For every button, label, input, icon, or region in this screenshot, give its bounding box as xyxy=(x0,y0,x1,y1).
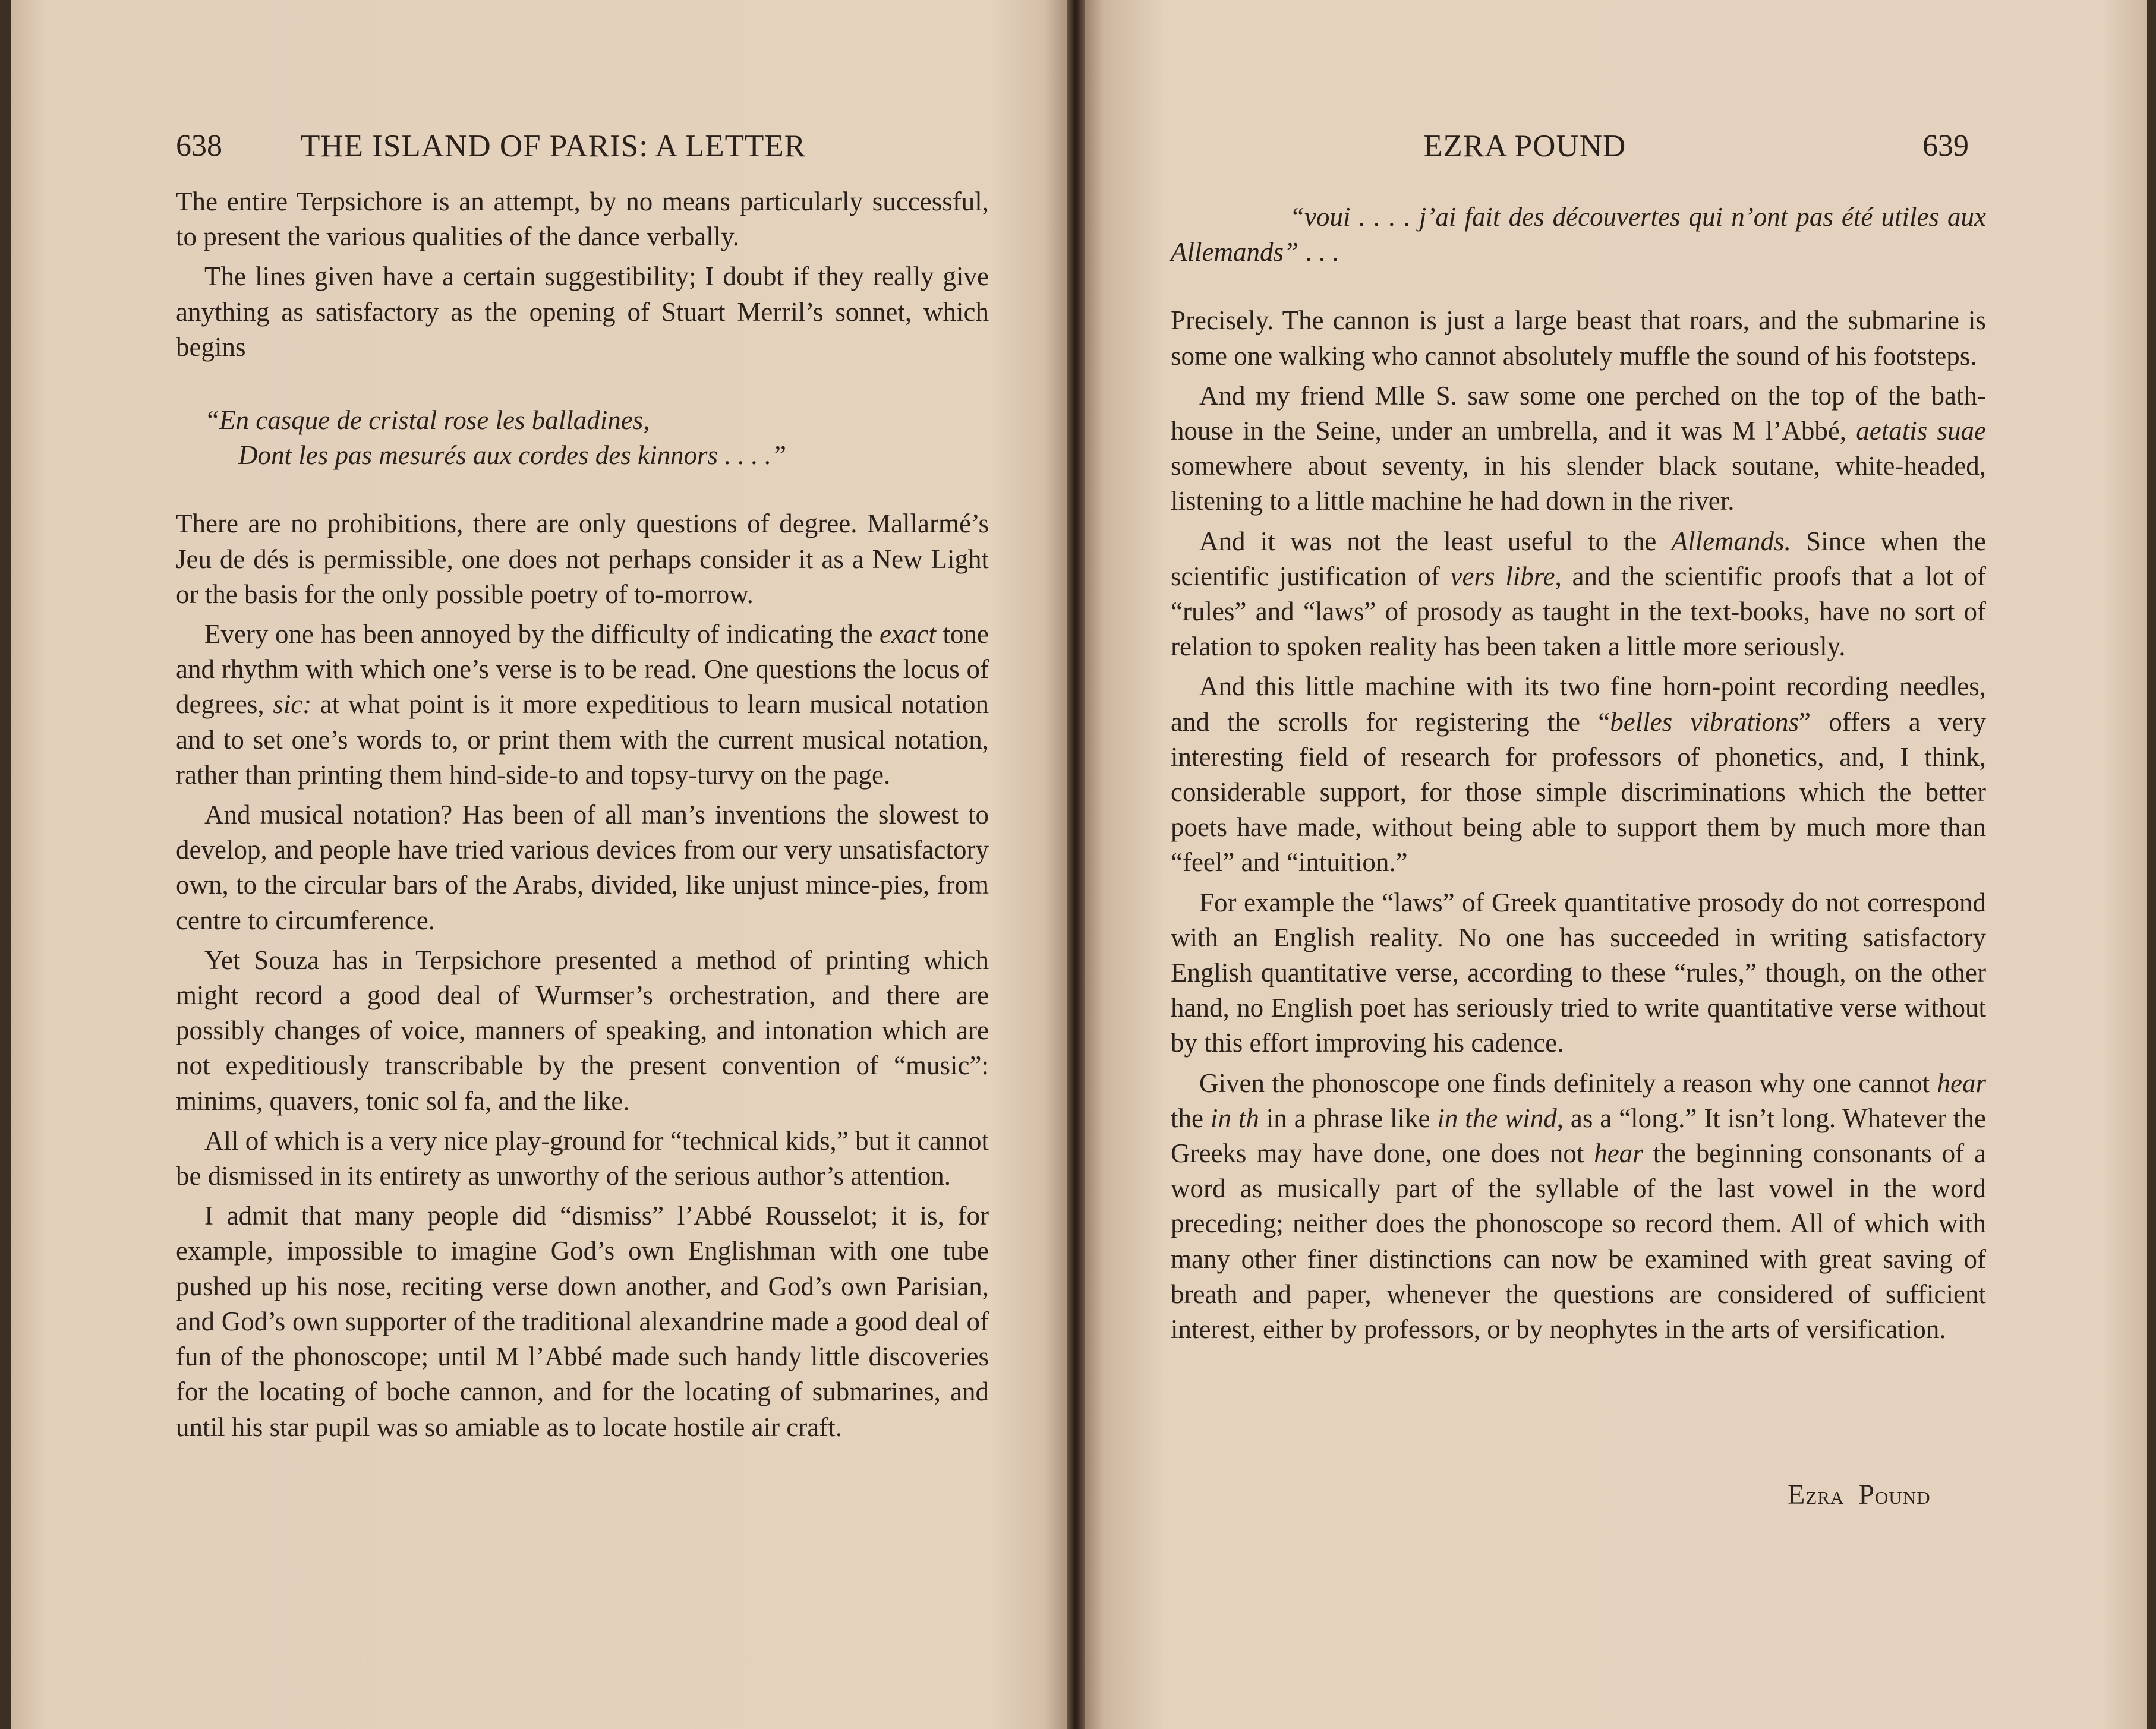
italic-run: hear xyxy=(1937,1068,1986,1098)
italic-run: aetatis suae xyxy=(1856,416,1986,446)
text-run: at what point is it more expeditious to learn musical notation and to set one’s words to, or print them with the current musical notation, rather than printing them hind-side-to and topsy-turvy on the page. xyxy=(176,689,989,790)
italic-run: belles vibrations xyxy=(1610,706,1799,737)
right-paragraph xyxy=(1171,1066,1986,1348)
right-paragraph xyxy=(1171,378,1986,519)
text-run: , as a “long.” It isn’t long. Whatever the Greeks may have done, one does not xyxy=(1171,1103,1986,1169)
text-run: zra xyxy=(1805,1481,1845,1510)
text-run: ound xyxy=(1875,1481,1931,1510)
text-run: And my friend Mlle S. saw some one perched on the top of the bath-house in the Seine, under an umbrella, and it was M l’Abbé, xyxy=(1171,380,1986,446)
left-text-column xyxy=(176,184,989,1445)
italic-run: in th xyxy=(1210,1103,1259,1133)
text-run: P xyxy=(1858,1479,1876,1510)
right-page-number: 639 xyxy=(1922,129,1969,163)
text-run: somewhere about seventy, in his slender black soutane, white-headed, listening to a little machine he had down in the river. xyxy=(1171,451,1986,516)
text-run: Every one has been annoyed by the difficulty of indicating the xyxy=(204,619,880,649)
italic-run: vers libre xyxy=(1450,561,1555,591)
left-paragraph: And musical notation? Has been of all man’s inventions the slowest to develop, and people have tried various devices from our very unsatisfactory own, to the circular bars of the Arabs, divided, like unjust mince-pies, from centre to circumference. xyxy=(176,800,989,935)
verse-quotation xyxy=(176,403,989,473)
text-run: , and the scientific proofs that a lot of “rules” and “laws” of prosody as taught in the text-books, have no sort of relation to spoken reality has been taken a little more seriously. xyxy=(1171,561,1986,662)
text-run: Since when the scientific justification of xyxy=(1171,526,1986,591)
left-paragraph xyxy=(176,617,989,793)
verse-line: Dont les pas mesurés aux cordes des kinnors . . . .” xyxy=(238,440,787,471)
text-run: the beginning consonants of a word as musically part of the syllable of the last vowel in the word preceding; neither does the phonoscope so record them. All of which with many other finer distinctions can now be examined with great saving of breath and paper, whenever the questions are considered of sufficient interest, either by professors, or by neophytes in the arts of versification. xyxy=(1171,1138,1986,1345)
italic-run: hear xyxy=(1594,1138,1643,1169)
right-paragraph: Precisely. The cannon is just a large beast that roars, and the submarine is some one walking who cannot absolutely muffle the sound of his footsteps. xyxy=(1171,305,1986,371)
text-run: Given the phonoscope one finds definitely a reason why one cannot xyxy=(1199,1068,1937,1098)
verse-line: “En casque de cristal rose les balladines, xyxy=(204,405,650,436)
italic-run: Allemands. xyxy=(1671,526,1791,556)
left-running-head: THE ISLAND OF PARIS: A LETTER xyxy=(301,129,806,163)
left-paragraph: I admit that many people did “dismiss” l’Abbé Rousselot; it is, for example, impossible to imagine God’s own Englishman with one tube pushed up his nose, reciting verse down another, and God’s own Parisian, and God’s own supporter of the traditional alexandrine made a good deal of fun of the phonoscope; until M l’Abbé made such handy little discoveries for the locating of boche cannon, and for the locating of submarines, and until his star pupil was so amiable as to locate hostile air craft. xyxy=(176,1201,989,1442)
text-run: And this little machine with its two fine horn-point recording needles, and the scrolls for registering the “ xyxy=(1171,671,1986,737)
french-quotation xyxy=(1171,200,1986,270)
right-running-head: EZRA POUND xyxy=(1423,129,1627,163)
left-page-number: 638 xyxy=(176,129,222,163)
right-text-column xyxy=(1171,200,1986,1347)
right-paragraph xyxy=(1171,524,1986,665)
text-run: And it was not the least useful to the xyxy=(1199,526,1672,556)
text-run: . . . xyxy=(1298,237,1339,267)
right-paragraph xyxy=(1171,669,1986,880)
right-page xyxy=(1080,0,2147,1729)
book-gutter xyxy=(1067,0,1085,1729)
text-run: the xyxy=(1171,1103,1211,1133)
left-paragraph: Yet Souza has in Terpsichore presented a method of printing which might record a good deal of Wurmser’s orchestration, and there are possibly changes of voice, manners of speaking, and intonation which are not expeditiously transcribable by the present convention of “music”: minims, quavers, tonic sol fa, and the like. xyxy=(176,945,989,1116)
left-paragraph: There are no prohibitions, there are only questions of degree. Mallarmé’s Jeu de dés is permissible, one does not perhaps consider it as a New Light or the basis for the only possible poetry of to-morrow. xyxy=(176,509,989,609)
left-paragraph: The entire Terpsichore is an attempt, by no means particularly successful, to present the various qualities of the dance verbally. xyxy=(176,187,989,252)
right-paragraph: For example the “laws” of Greek quantitative prosody do not correspond with an English reality. No one has succeeded in writing satisfactory English quantitative verse, according to these “rules,” though, on the other hand, no English poet has seriously tried to write quantitative verse without by this effort improving his cadence. xyxy=(1171,887,1986,1058)
author-signature xyxy=(1788,1478,1931,1511)
left-page xyxy=(11,0,1074,1729)
text-run: in a phrase like xyxy=(1259,1103,1438,1133)
left-paragraph: All of which is a very nice play-ground for “technical kids,” but it cannot be dismissed in its entirety as unworthy of the serious author’s attention. xyxy=(176,1125,989,1191)
left-paragraph: The lines given have a certain suggestibility; I doubt if they really give anything as satisfactory as the opening of Stuart Merril’s sonnet, which begins xyxy=(176,261,989,362)
italic-run: exact xyxy=(880,619,936,649)
text-run: “voui . . . . j’ai fait des découvertes qui n’ont pas été utiles aux Allemands” xyxy=(1171,202,1986,267)
italic-run: sic: xyxy=(273,689,312,720)
text-run: E xyxy=(1788,1479,1806,1510)
text-run: tone and rhythm with which one’s verse is to be read. One questions the locus of degrees, xyxy=(176,619,989,720)
text-run: ” offers a very interesting field of research for professors of phonetics, and, I think, considerable support, for those simple discriminations which the better poets have made, without being able to support them by much more than “feel” and “intuition.” xyxy=(1171,706,1987,878)
italic-run: in the wind xyxy=(1437,1103,1557,1133)
